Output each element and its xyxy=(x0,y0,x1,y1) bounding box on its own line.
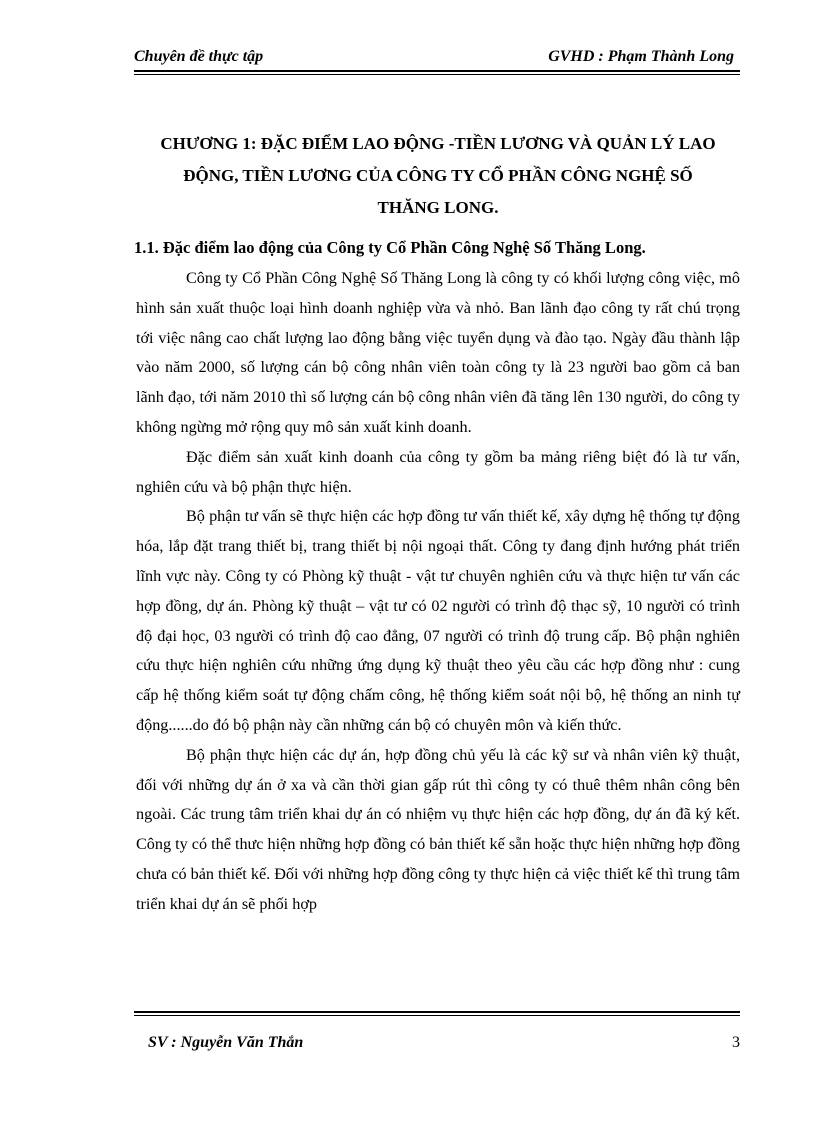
chapter-title-line-1: CHƯƠNG 1: ĐẶC ĐIỂM LAO ĐỘNG -TIỀN LƯƠNG VÀ QUẢN LÝ LAO xyxy=(160,134,716,153)
body-text xyxy=(136,264,740,920)
page-number: 3 xyxy=(732,1034,740,1051)
chapter-title xyxy=(140,128,736,224)
paragraph: Đặc điểm sản xuất kinh doanh của công ty gồm ba mảng riêng biệt đó là tư vấn, nghiên cứu và bộ phận thực hiện. xyxy=(136,447,740,496)
footer-author: SV : Nguyễn Văn Thắn xyxy=(148,1034,304,1051)
page-footer xyxy=(134,1034,740,1058)
header-subject: Chuyên đề thực tập xyxy=(134,48,264,65)
header-divider xyxy=(134,70,740,75)
header-supervisor: GVHD : Phạm Thành Long xyxy=(548,48,734,65)
paragraph: Bộ phận thực hiện các dự án, hợp đồng chủ yếu là các kỹ sư và nhân viên kỹ thuật, đối với những dự án ở xa và cần thời gian gấp rút thì công ty có thuê thêm nhân công bên ngoài. Các trung tâm triển khai dự án có nhiệm vụ thực hiện các hợp đồng, dự án đã ký kết. Công ty có thể thưc hiện những hợp đồng có bản thiết kế sẵn hoặc thực hiện những hợp đồng chưa có bản thiết kế. Đối với những hợp đồng công ty thực hiện cả việc thiết kế thì trung tâm triển khai dự án sẽ phối hợp xyxy=(136,745,741,913)
footer-divider xyxy=(134,1011,740,1016)
chapter-title-line-3: THĂNG LONG. xyxy=(377,198,499,217)
paragraph: Công ty Cổ Phần Công Nghệ Số Thăng Long là công ty có khối lượng công việc, mô hình sản xuất thuộc loại hình doanh nghiệp vừa và nhỏ. Ban lãnh đạo công ty rất chú trọng tới việc nâng cao chất lượng lao động bằng việc tuyển dụng và đào tạo. Ngày đầu thành lập vào năm 2000, số lượng cán bộ công nhân viên toàn công ty là 23 người bao gồm cả ban lãnh đạo, tới năm 2010 thì số lượng cán bộ công nhân viên đã tăng lên 130 người, do công ty không ngừng mở rộng quy mô sản xuất kinh doanh. xyxy=(136,269,740,436)
paragraph: Bộ phận tư vấn sẽ thực hiện các hợp đồng tư vấn thiết kế, xây dựng hệ thống tự động hóa, lắp đặt trang thiết bị, trang thiết bị nội ngoại thất. Công ty đang định hướng phát triển lĩnh vực này. Công ty có Phòng kỹ thuật - vật tư chuyên nghiên cứu và thực hiện tư vấn các hợp đồng, dự án. Phòng kỹ thuật – vật tư có 02 người có trình độ thạc sỹ, 10 người có trình độ đại học, 03 người có trình độ cao đẳng, 07 người có trình độ trung cấp. Bộ phận nghiên cứu thực hiện nghiên cứu những ứng dụng kỹ thuật theo yêu cầu các hợp đồng như : cung cấp hệ thống kiểm soát tự động chấm công, hệ thống kiểm soát nội bộ, hệ thống an ninh tự động......do đó bộ phận này cần những cán bộ có chuyên môn và kiến thức. xyxy=(136,507,740,734)
chapter-title-line-2: ĐỘNG, TIỀN LƯƠNG CỦA CÔNG TY CỔ PHẦN CÔNG NGHỆ SỐ xyxy=(183,166,693,185)
page-header xyxy=(134,48,734,72)
section-heading: 1.1. Đặc điểm lao động của Công ty Cổ Phần Công Nghệ Số Thăng Long. xyxy=(134,238,646,257)
